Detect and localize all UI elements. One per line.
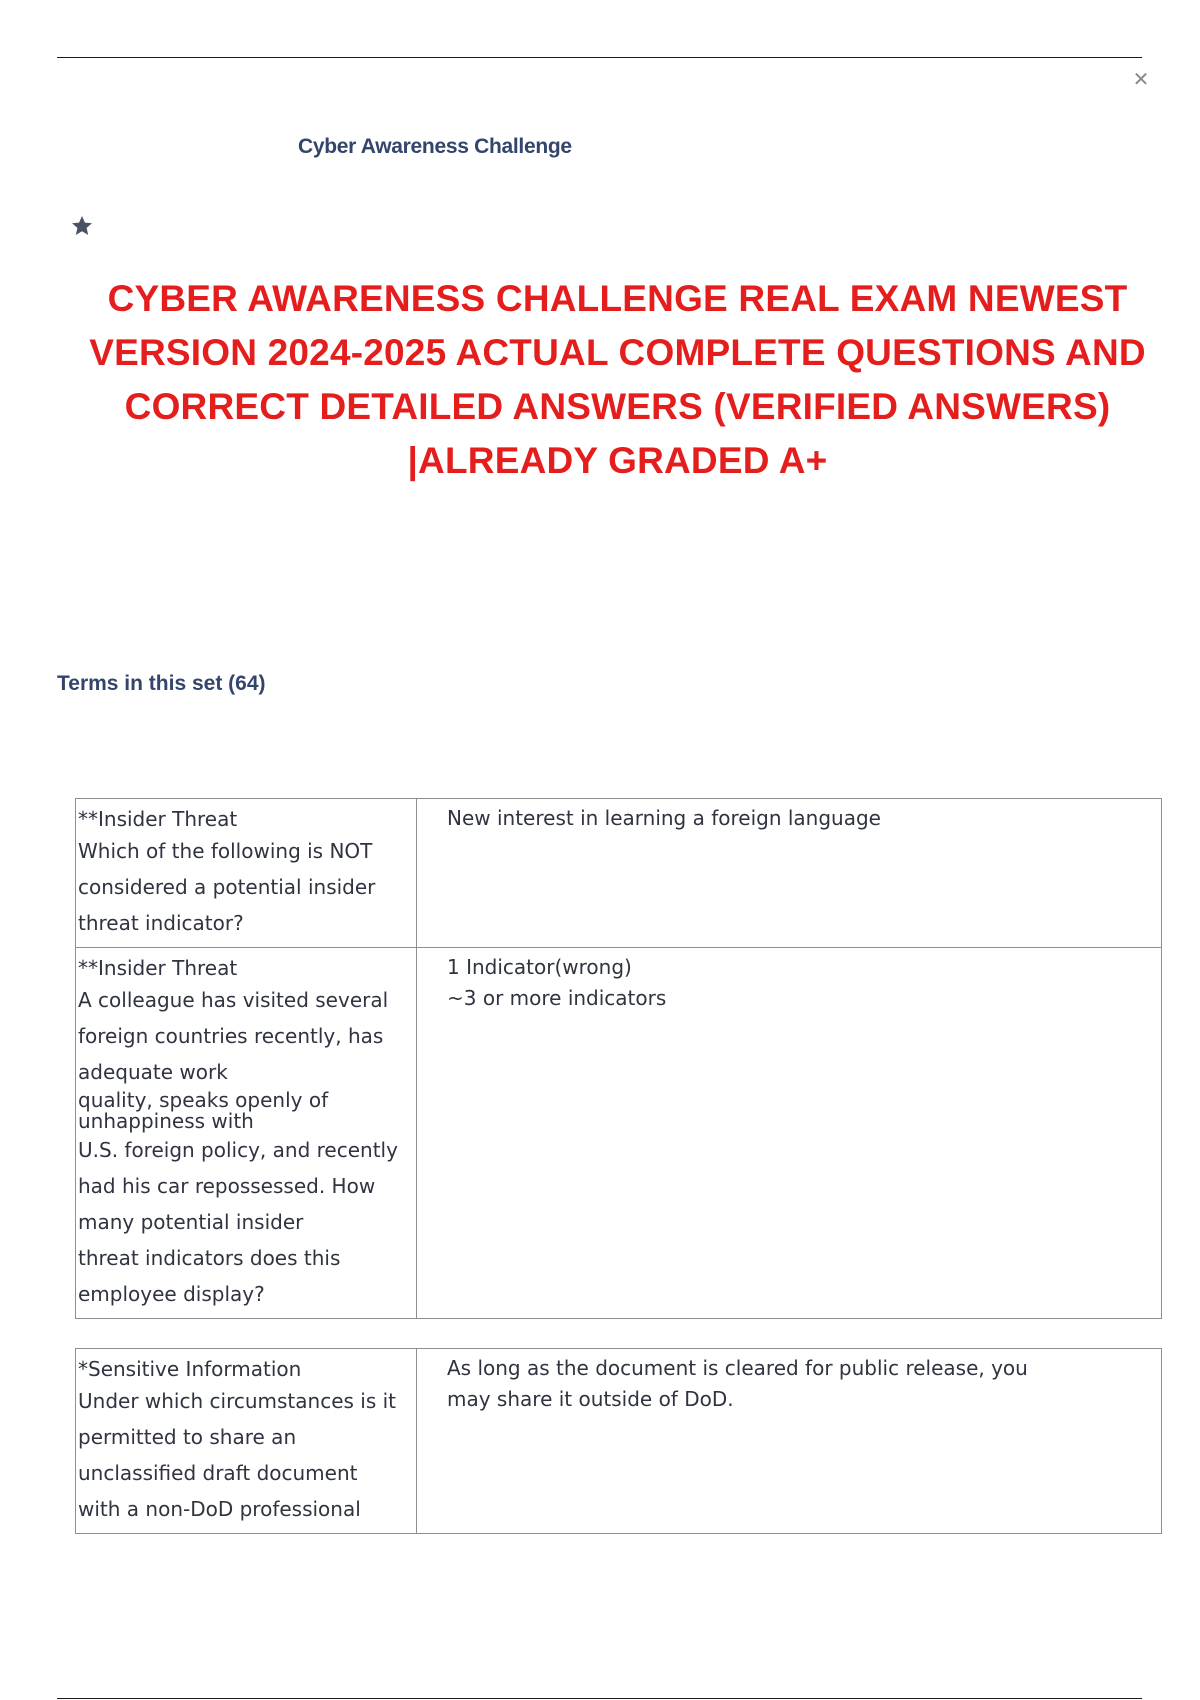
term-question-line: considered a potential insider: [78, 875, 376, 899]
term-cell: [76, 799, 417, 948]
term-cell: [76, 948, 417, 1319]
term-question-line: unclassified draft document: [78, 1461, 358, 1485]
title-line: |ALREADY GRADED A+: [407, 440, 828, 481]
definition-line: New interest in learning a foreign language: [447, 806, 881, 830]
top-rule: [57, 57, 1142, 58]
definition-line: may share it outside of DoD.: [447, 1387, 734, 1411]
title-line: CYBER AWARENESS CHALLENGE REAL EXAM NEWEST: [107, 278, 1128, 319]
definition-cell: [417, 948, 1162, 1319]
term-question-line: unhappiness with: [78, 1109, 254, 1133]
definition-line: 1 Indicator(wrong): [447, 955, 632, 979]
term-question-line: threat indicator?: [78, 911, 244, 935]
term-question-line: adequate work: [78, 1060, 228, 1084]
term-question-line: Under which circumstances is it: [78, 1389, 397, 1413]
term-category: **Insider Threat: [78, 807, 238, 831]
term-category: **Insider Threat: [78, 956, 238, 980]
term-card: [76, 799, 1162, 948]
term-question-line: employee display?: [78, 1282, 265, 1306]
title-line: VERSION 2024-2025 ACTUAL COMPLETE QUESTIONS AND: [89, 332, 1146, 373]
term-question-line: had his car repossessed. How: [78, 1174, 376, 1198]
term-question-line: many potential insider: [78, 1210, 304, 1234]
term-question-line: foreign countries recently, has: [78, 1024, 384, 1048]
close-icon[interactable]: ✕: [1132, 67, 1150, 91]
term-question-line: threat indicators does this: [78, 1246, 341, 1270]
terms-table: [75, 798, 1162, 1319]
term-question-line: A colleague has visited several: [78, 988, 389, 1012]
term-card: [76, 1349, 1162, 1534]
definition-line: ~3 or more indicators: [447, 986, 667, 1010]
terms-table: [75, 1348, 1162, 1534]
term-question-line: permitted to share an: [78, 1425, 297, 1449]
document-title: [55, 272, 1180, 488]
definition-cell: [417, 799, 1162, 948]
star-icon[interactable]: [70, 214, 94, 238]
definition-line: As long as the document is cleared for public release, you: [447, 1356, 1028, 1380]
definition-cell: [417, 1349, 1162, 1534]
term-question-line: Which of the following is NOT: [78, 839, 373, 863]
term-question-line: with a non-DoD professional: [78, 1497, 361, 1521]
terms-heading: Terms in this set (64): [57, 672, 266, 695]
term-category: *Sensitive Information: [78, 1357, 302, 1381]
term-card: [76, 948, 1162, 1319]
term-question-line: U.S. foreign policy, and recently: [78, 1138, 398, 1162]
bottom-rule: [57, 1698, 1142, 1699]
set-title: Cyber Awareness Challenge: [298, 135, 572, 158]
title-line: CORRECT DETAILED ANSWERS (VERIFIED ANSWERS): [124, 386, 1111, 427]
term-question-line: quality, speaks openly of: [78, 1088, 329, 1112]
term-cell: [76, 1349, 417, 1534]
